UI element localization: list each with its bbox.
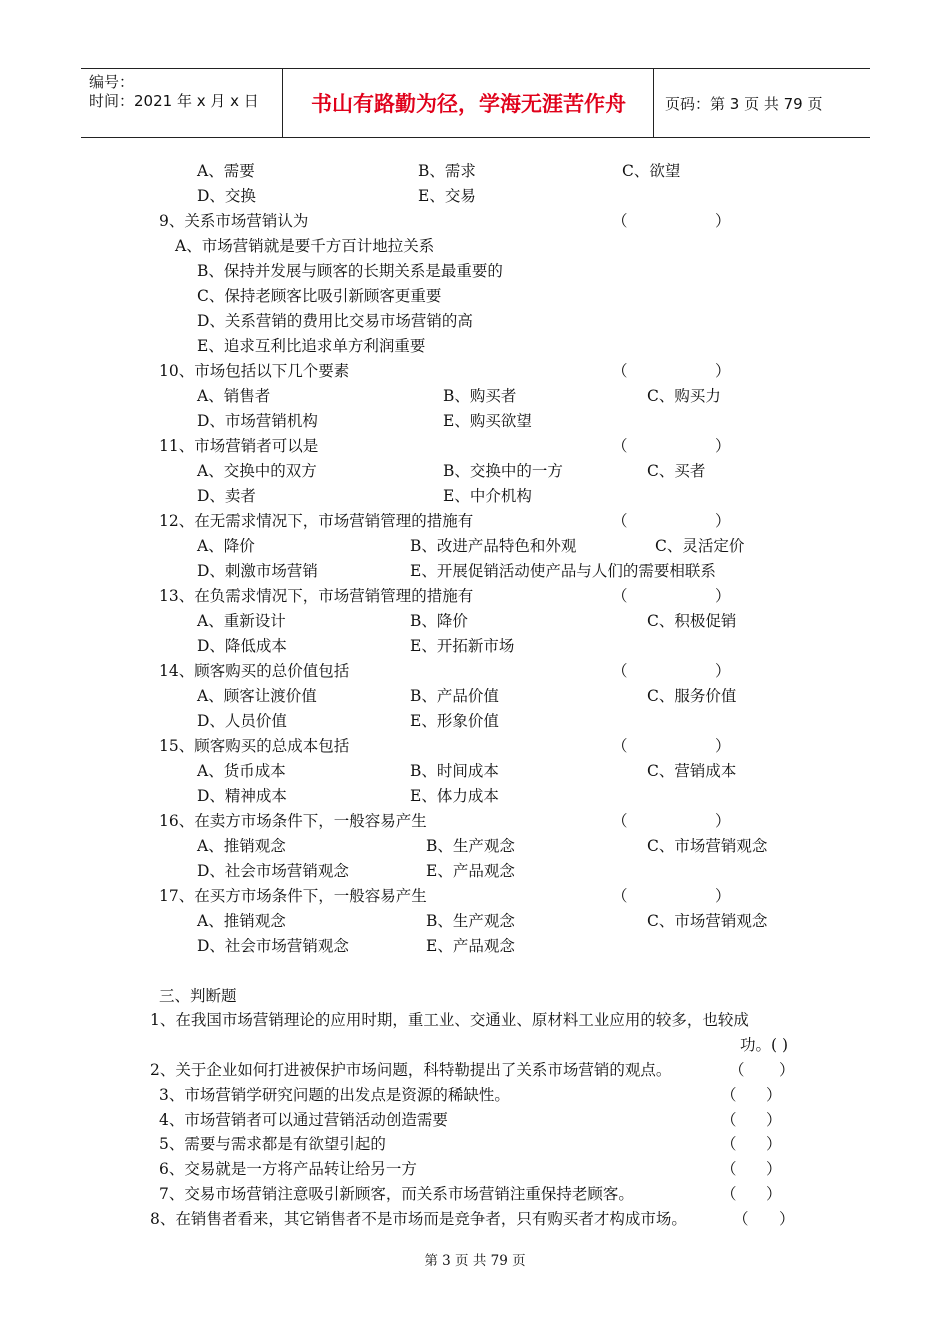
text-line: D、关系营销的费用比交易市场营销的高 [197,312,473,330]
text-line: B、改进产品特色和外观 [410,537,577,555]
text-line: A、货币成本 [197,762,286,780]
text-line: 11、市场营销者可以是 [159,437,319,455]
text-line: D、降低成本 [197,637,287,655]
text-line: ） [779,1210,795,1228]
text-line: （ [733,1210,749,1228]
text-line: B、产品价值 [410,687,499,705]
page-footer: 第 3 页 共 79 页 [424,1253,526,1269]
text-line: 三、判断题 [159,987,237,1005]
text-line: B、保持并发展与顾客的长期关系是最重要的 [197,262,503,280]
text-line: （ [721,1185,737,1203]
text-line: A、需要 [197,162,255,180]
text-line: E、体力成本 [410,787,499,805]
text-line: ） [715,512,731,530]
text-line: （ [612,437,628,455]
text-line: （ [612,362,628,380]
text-line: A、销售者 [197,387,271,405]
text-line: （ [612,662,628,680]
text-line: （ [721,1160,737,1178]
text-line: （ [612,212,628,230]
text-line: ） [715,362,731,380]
text-line: D、人员价值 [197,712,287,730]
text-line: 15、顾客购买的总成本包括 [159,737,350,755]
text-line: B、生产观念 [426,837,515,855]
text-line: E、开拓新市场 [410,637,515,655]
text-line: A、顾客让渡价值 [197,687,317,705]
text-line: D、卖者 [197,487,256,505]
text-line: C、买者 [647,462,706,480]
text-line: C、保持老顾客比吸引新顾客更重要 [197,287,442,305]
text-line: （ [612,887,628,905]
text-line: A、降价 [197,537,255,555]
text-line: 功。( ) [740,1036,789,1054]
text-line: ） [779,1061,795,1079]
text-line: C、市场营销观念 [647,912,768,930]
text-line: ） [766,1160,782,1178]
text-line: C、灵活定价 [655,537,745,555]
text-line: C、服务价值 [647,687,737,705]
text-line: 7、交易市场营销注意吸引新顾客，而关系市场营销注重保持老顾客。 [159,1185,634,1203]
text-line: （ [721,1111,737,1129]
text-line: C、欲望 [622,162,681,180]
text-line: （ [721,1135,737,1153]
header-meta [81,69,283,137]
text-line: D、社会市场营销观念 [197,937,349,955]
text-line: D、社会市场营销观念 [197,862,349,880]
text-line: C、市场营销观念 [647,837,768,855]
text-line: ） [715,887,731,905]
text-line: 3、市场营销学研究问题的出发点是资源的稀缺性。 [159,1086,510,1104]
text-line: ） [766,1185,782,1203]
text-line: 2、关于企业如何打进被保护市场问题，科特勒提出了关系市场营销的观点。 [150,1061,672,1079]
text-line: E、产品观念 [426,862,515,880]
text-line: E、交易 [418,187,476,205]
text-line: B、生产观念 [426,912,515,930]
text-line: D、精神成本 [197,787,287,805]
text-line: A、交换中的双方 [197,462,317,480]
text-line: ） [715,662,731,680]
text-line: 17、在买方市场条件下，一般容易产生 [159,887,427,905]
text-line: ） [715,812,731,830]
text-line: E、开展促销活动使产品与人们的需要相联系 [410,562,716,580]
text-line: （ [729,1061,745,1079]
text-line: D、交换 [197,187,256,205]
text-line: A、市场营销就是要千方百计地拉关系 [175,237,435,255]
text-line: ） [766,1086,782,1104]
number-label: 编号： [89,73,135,91]
text-line: A、重新设计 [197,612,286,630]
text-line: C、购买力 [647,387,721,405]
text-line: ） [715,212,731,230]
text-line: 13、在负需求情况下，市场营销管理的措施有 [159,587,474,605]
text-line: B、时间成本 [410,762,499,780]
text-line: 14、顾客购买的总价值包括 [159,662,350,680]
text-line: E、中介机构 [443,487,532,505]
text-line: B、降价 [410,612,468,630]
text-line: 5、需要与需求都是有欲望引起的 [159,1135,386,1153]
text-line: 8、在销售者看来，其它销售者不是市场而是竞争者，只有购买者才构成市场。 [150,1210,687,1228]
text-line: C、营销成本 [647,762,737,780]
text-line: E、形象价值 [410,712,499,730]
text-line: （ [612,737,628,755]
text-line: E、购买欲望 [443,412,532,430]
text-line: ） [766,1111,782,1129]
text-line: E、追求互利比追求单方利润重要 [197,337,426,355]
text-line: 9、关系市场营销认为 [159,212,309,230]
text-line: 1、在我国市场营销理论的应用时期，重工业、交通业、原材料工业应用的较多，也较成 [150,1011,749,1029]
text-line: B、需求 [418,162,476,180]
time-label: 时间：2021 年 x 月 x 日 [89,92,259,110]
text-line: A、推销观念 [197,837,286,855]
text-line: A、推销观念 [197,912,286,930]
text-line: 10、市场包括以下几个要素 [159,362,350,380]
text-line: ） [766,1135,782,1153]
text-line: C、积极促销 [647,612,737,630]
page-header [81,68,870,138]
text-line: D、市场营销机构 [197,412,318,430]
text-line: ） [715,737,731,755]
text-line: 6、交易就是一方将产品转让给另一方 [159,1160,417,1178]
text-line: （ [721,1086,737,1104]
text-line: E、产品观念 [426,937,515,955]
text-line: 4、市场营销者可以通过营销活动创造需要 [159,1111,448,1129]
text-line: （ [612,587,628,605]
text-line: ） [715,587,731,605]
text-line: B、购买者 [443,387,517,405]
text-line: （ [612,812,628,830]
text-line: ） [715,437,731,455]
text-line: （ [612,512,628,530]
text-line: 16、在卖方市场条件下，一般容易产生 [159,812,427,830]
text-line: B、交换中的一方 [443,462,563,480]
text-line: D、刺激市场营销 [197,562,318,580]
header-page-label: 页码：第 3 页 共 79 页 [665,94,823,113]
header-motto: 书山有路勤为径，学海无涯苦作舟 [284,69,654,137]
text-line: 12、在无需求情况下，市场营销管理的措施有 [159,512,474,530]
